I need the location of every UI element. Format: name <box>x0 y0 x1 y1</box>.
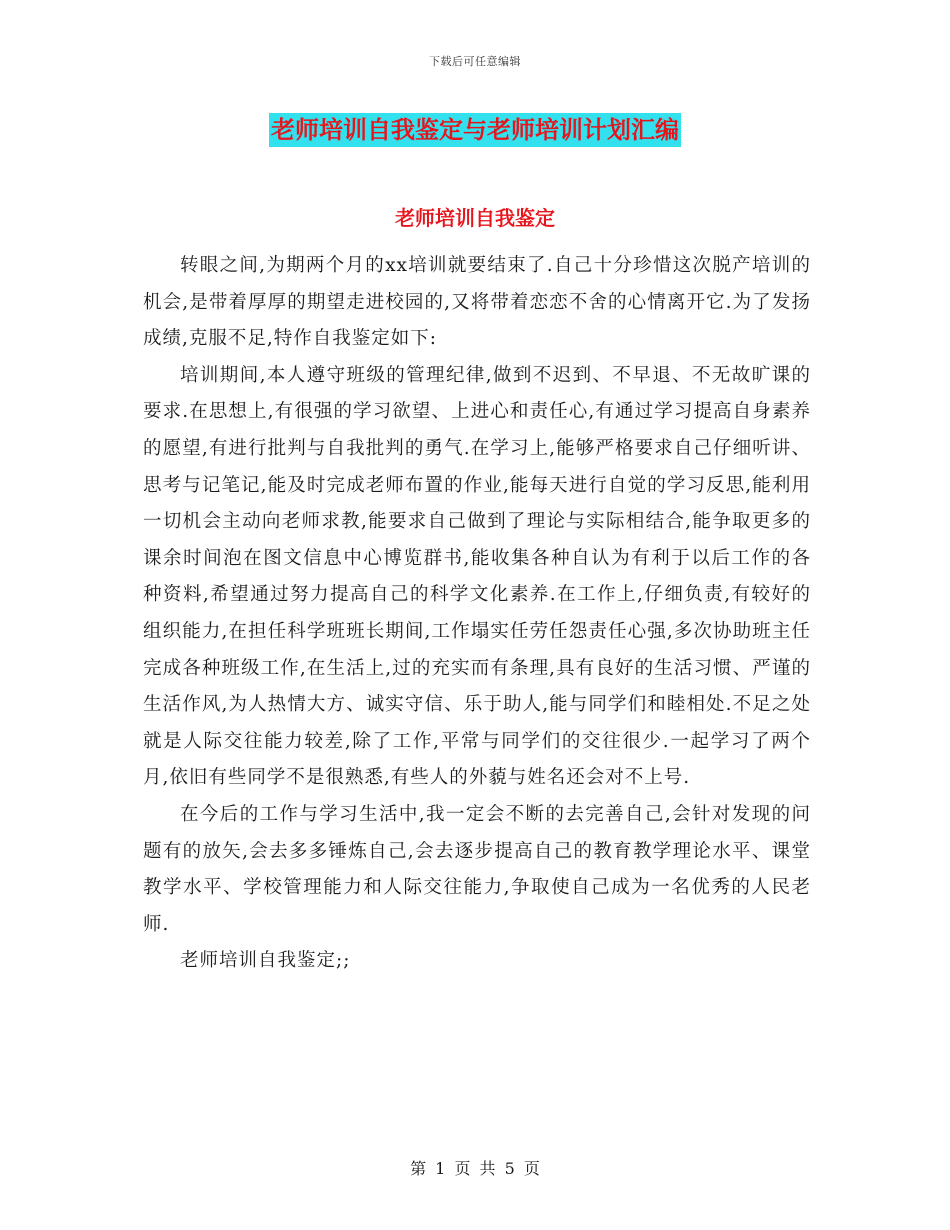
document-body <box>143 248 811 980</box>
page-number-footer: 第 1 页 共 5 页 <box>410 1159 540 1178</box>
page-header-note: 下载后可任意编辑 <box>429 55 521 68</box>
paragraph-closing: 老师培训自我鉴定;; <box>180 950 351 972</box>
main-title-container <box>0 113 950 147</box>
document-main-title: 老师培训自我鉴定与老师培训计划汇编 <box>269 113 681 147</box>
paragraph-intro: 转眼之间,为期两个月的xx培训就要结束了.自己十分珍惜这次脱产培训的机会,是带着厚厚的期望走进校园的,又将带着恋恋不舍的心情离开它.为了发扬成绩,克服不足,特作自我鉴定如下: <box>143 255 811 350</box>
paragraph-training-period: 培训期间,本人遵守班级的管理纪律,做到不迟到、不早退、不无故旷课的要求.在思想上,有很强的学习欲望、上进心和责任心,有通过学习提高自身素养的愿望,有进行批判与自我批判的勇气.在学习上,能够严格要求自己仔细听讲、思考与记笔记,能及时完成老师布置的作业,能每天进行自觉的学习反思,能利用一切机会主动向老师求教,能要求自己做到了理论与实际相结合,能争取更多的课余时间泡在图文信息中心博览群书,能收集各种自认为有利于以后工作的各种资料,希望通过努力提高自己的科学文化素养.在工作上,仔细负责,有较好的组织能力,在担任科学班班长期间,工作塌实任劳任怨责任心强,多次协助班主任完成各种班级工作,在生活上,过的充实而有条理,具有良好的生活习惯、严谨的生活作风,为人热情大方、诚实守信、乐于助人,能与同学们和睦相处.不足之处就是人际交往能力较差,除了工作,平常与同学们的交往很少.一起学习了两个月,依旧有些同学不是很熟悉,有些人的外藐与姓名还会对不上号. <box>143 364 811 789</box>
paragraph-future-plan: 在今后的工作与学习生活中,我一定会不断的去完善自己,会针对发现的问题有的放矢,会去多多锤炼自己,会去逐步提高自己的教育教学理论水平、课堂教学水平、学校管理能力和人际交往能力,争取使自己成为一名优秀的人民老师. <box>143 803 811 935</box>
section-title: 老师培训自我鉴定 <box>395 206 555 230</box>
